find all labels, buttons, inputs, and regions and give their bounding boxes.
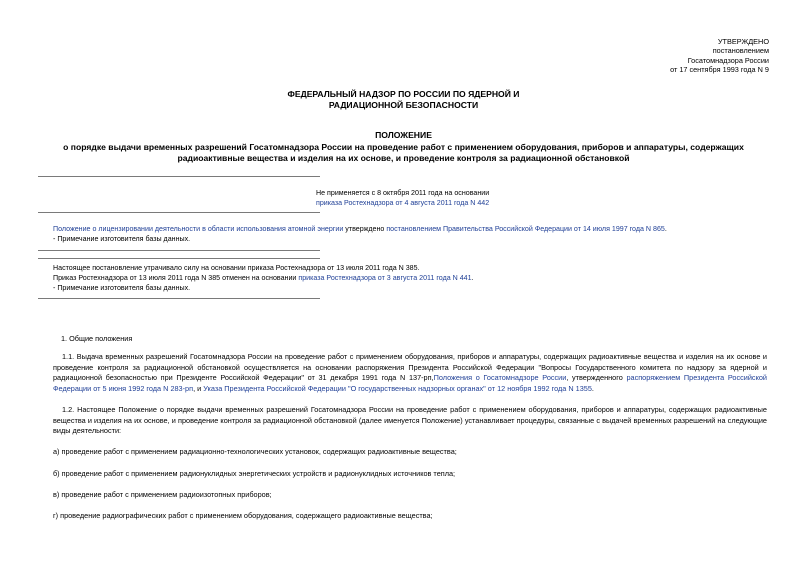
database-remark: - Примечание изготовителя базы данных. bbox=[53, 284, 191, 292]
gosatomnadzor-regulation-link[interactable]: Положения о Госатомнадзоре России bbox=[433, 373, 567, 383]
separator-line bbox=[38, 176, 320, 177]
order-442-link[interactable]: приказа Ростехнадзора от 4 августа 2011 года N 442 bbox=[316, 199, 490, 207]
approval-stamp bbox=[670, 37, 769, 75]
presidential-decree-1355-link[interactable]: Указа Президента Российской Федерации "О государственных надзорных органах" от 12 ноября 1992 года N 1355 bbox=[203, 383, 592, 393]
order-441-link[interactable]: приказа Ростехнадзора от 3 августа 2011 года N 441 bbox=[298, 274, 472, 282]
approval-title: УТВЕРЖДЕНО bbox=[717, 37, 769, 46]
approval-line: Госатомнадзора России bbox=[687, 55, 769, 65]
database-remark: - Примечание изготовителя базы данных. bbox=[53, 235, 191, 243]
separator-line bbox=[38, 250, 320, 251]
list-item-a: а) проведение работ с применением радиационно-технологических установок, содержащих радиоактивные вещества; bbox=[53, 447, 457, 456]
list-item-c: в) проведение работ с применением радиоизотопных приборов; bbox=[53, 490, 272, 499]
regulation-title bbox=[50, 130, 757, 165]
paragraph-1-1: 1.1. Выдача временных разрешений Госатомнадзора России на проведение работ с применением оборудования, приборов и аппаратуры, содержащих радиоактивные вещества и изделия на их основе и проведение контроля за радиационной обстановкой осуществляется на основании распоряжения Президента Российской Федерации "Вопросы Государственного комитета по надзору за ядерной и радиационной безопасностью при Президенте Российской Федерации" от 31 декабря 1991 года N 137-рп,Положения о Госатомнадзоре России, утвержденного распоряжением Президента Российской Федерации от 5 июня 1992 года N 283-рп, и Указа Президента Российской Федерации "О государственных надзорных органах" от 12 ноября 1992 года N 1355. bbox=[53, 352, 767, 393]
regulation-heading: ПОЛОЖЕНИЕ bbox=[375, 130, 432, 140]
separator-line bbox=[38, 212, 320, 213]
separator-line bbox=[38, 258, 320, 259]
government-decree-865-link[interactable]: постановлением Правительства Российской Федерации от 14 июля 1997 года N 865 bbox=[386, 225, 665, 233]
licensing-regulation-link[interactable]: Положение о лицензировании деятельности в области использования атомной энергии bbox=[53, 225, 344, 233]
approval-line: постановлением bbox=[712, 46, 769, 56]
presidential-order-283-link[interactable]: распоряжением Президента Российской Федерации от 5 июня 1992 года N 283-рп bbox=[53, 373, 767, 393]
database-note-1: Положение о лицензировании деятельности в области использования атомной энергии утверждено постановлением Правительства Российской Федерации от 14 июля 1997 года N 865. - Примечание изготовителя базы данных. bbox=[53, 225, 667, 243]
list-item-b: б) проведение работ с применением радионуклидных энергетических устройств и радионуклидных источников тепла; bbox=[53, 469, 456, 478]
section-heading: 1. Общие положения bbox=[61, 334, 133, 343]
list-item-d: г) проведение радиографических работ с применением оборудования, содержащего радиоактивные вещества; bbox=[53, 511, 433, 520]
approval-date: от 17 сентября 1993 года N 9 bbox=[670, 65, 769, 75]
paragraph-1-2: 1.2. Настоящее Положение о порядке выдачи временных разрешений Госатомнадзора России на проведение работ с применением оборудования, приборов и аппаратуры, содержащих радиоактивные вещества и изделия на их основе, и проведение контроля за радиационной обстановкой (далее именуется Положение) устанавливает процедуры, связанные с выдачей временных разрешений на следующие виды деятельности: bbox=[53, 405, 767, 436]
validity-notice: Не применяется с 8 октября 2011 года на основании приказа Ростехнадзора от 4 августа 2011 года N 442 bbox=[316, 189, 490, 207]
regulation-subtitle: о порядке выдачи временных разрешений Госатомнадзора России на проведение работ с применением оборудования, приборов и аппаратуры, содержащих радиоактивные вещества и изделия на их основе, и проведение контроля за радиационной обстановкой bbox=[63, 141, 744, 164]
organization-title: ФЕДЕРАЛЬНЫЙ НАДЗОР ПО РОССИИ ПО ЯДЕРНОЙ И РАДИАЦИОННОЙ БЕЗОПАСНОСТИ bbox=[287, 89, 520, 110]
database-note-2: Настоящее постановление утрачивало силу на основании приказа Ростехнадзора от 13 июля 2011 года N 385. Приказ Ростехнадзора от 13 июля 2011 года N 385 отменен на основании приказа Ростехнадзора от 3 августа 2011 года N 441. - Примечание изготовителя базы данных. bbox=[53, 264, 474, 292]
separator-line bbox=[38, 298, 320, 299]
